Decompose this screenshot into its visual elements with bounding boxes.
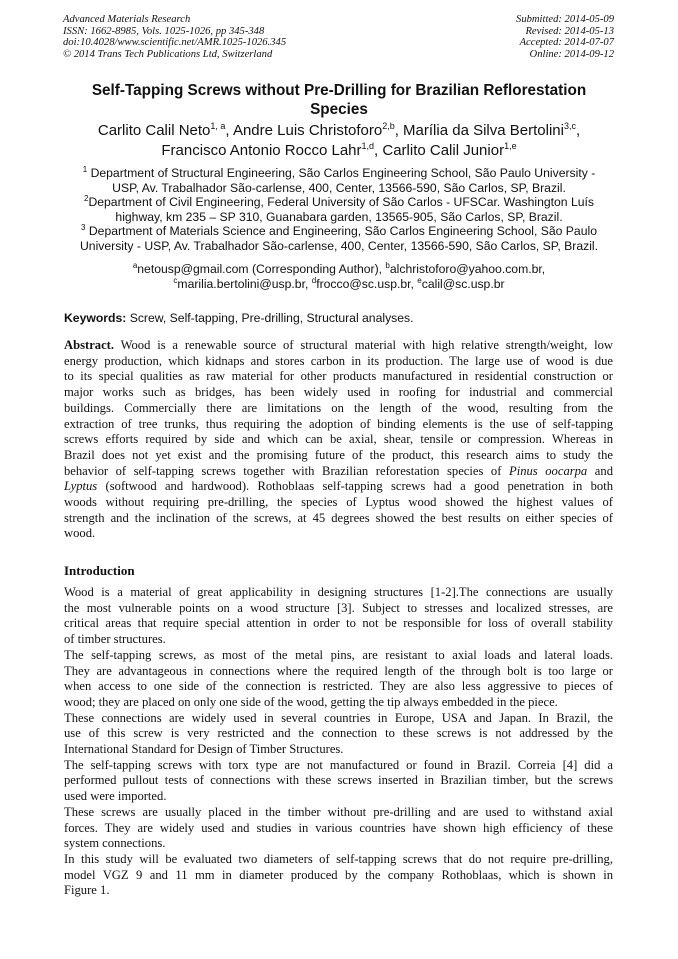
author-sep: , bbox=[575, 122, 581, 139]
affil-sup: 1 bbox=[82, 164, 88, 174]
text-line: They are advantageous in connections where the required length of the through bolt is too large or bbox=[64, 663, 613, 678]
author-sep: , bbox=[225, 122, 233, 139]
text-segment: and bbox=[587, 463, 613, 478]
text-line bbox=[64, 338, 613, 354]
paper-title bbox=[60, 81, 618, 119]
text-line: of timber structures. bbox=[64, 632, 166, 647]
author-name: Marília da Silva Bertolini bbox=[403, 122, 564, 139]
text-line: buildings. Commercially there are limitations on the length of the wood, resulting from the bbox=[64, 400, 613, 415]
text-line: critical areas that require special attention in order to not be responsible for loss of overall stability bbox=[64, 616, 613, 631]
author-list bbox=[60, 121, 618, 161]
abstract-label: Abstract. bbox=[64, 338, 115, 352]
text-line: Brazil does not yet exist and the promising future of the product, this research aims to study the bbox=[64, 447, 613, 462]
author-sup: 3,c bbox=[563, 121, 576, 131]
dates-info bbox=[516, 14, 614, 60]
affil-line: highway, km 235 – SP 310, Guanabara garden, 13565-905, São Carlos, SP, Brazil. bbox=[115, 209, 563, 224]
email-sup: b bbox=[385, 260, 390, 270]
keywords bbox=[64, 311, 414, 325]
text-line: major works such as bridges, has been widely used in roofing for industrial and commercial bbox=[64, 385, 613, 400]
text-line: screws efforts required by side and which can be axial, shear, tensile or compression. Whereas in bbox=[64, 432, 613, 447]
text-line: extraction of tree trunks, thus requiring the adoption of binding elements is the use of self-tapping bbox=[64, 416, 613, 431]
author-sup: 1,d bbox=[361, 141, 375, 151]
affil-line: Department of Materials Science and Engineering, São Carlos Engineering School, São Paulo bbox=[88, 224, 597, 239]
accepted-date: Accepted: 2014-07-07 bbox=[519, 37, 614, 49]
text-line: use of this screw is very restricted and the connection to these screws is not addressed by the bbox=[64, 726, 613, 741]
text-line: performed pullout tests of connections with these screws inserted in Brazilian timber, but the screws bbox=[64, 773, 613, 788]
text-line: These connections are widely used in several countries in Europe, USA and Japan. In Brazil, the bbox=[64, 710, 613, 725]
revised-date: Revised: 2014-05-13 bbox=[525, 25, 614, 37]
text-segment: (softwood and hardwood). Rothoblaas self-tapping screws had a good penetration in both bbox=[97, 479, 613, 494]
title-line: Species bbox=[310, 101, 368, 118]
text-line bbox=[64, 479, 613, 495]
text-line: to its special qualities as raw material for other products manufactured in residential construction or bbox=[64, 369, 613, 384]
text-line: wood; they are placed on only one side of the wood, getting the tip always embedded in the piece. bbox=[64, 694, 558, 709]
author-name: Carlito Calil Junior bbox=[382, 142, 505, 159]
issn: ISSN: 1662-8985, Vols. 1025-1026, pp 345-348 bbox=[63, 25, 265, 37]
affil-sup: 3 bbox=[81, 223, 86, 233]
copyright: © 2014 Trans Tech Publications Ltd, Switzerland bbox=[63, 48, 273, 60]
text-line: used were imported. bbox=[64, 789, 167, 804]
author-name: Carlito Calil Neto bbox=[97, 122, 211, 139]
keywords-label: Keywords: bbox=[64, 311, 127, 325]
affil-line: USP, Av. Trabalhador São-carlense, 400, Center, 13566-590, São Carlos, SP, Brazil. bbox=[112, 180, 566, 195]
text-line: Figure 1. bbox=[64, 883, 110, 898]
author-sup: 2,b bbox=[382, 121, 395, 131]
text-line: woods without requiring pre-drilling, the species of Lyptus wood showed the highest values of bbox=[64, 495, 613, 510]
email: marilia.bertolini@usp.br, bbox=[177, 276, 312, 291]
text-line: strength and the inclination of the screws, at 45 degrees showed the best results on either species of bbox=[64, 510, 613, 525]
text-line: energy production, which kidnaps and stores carbon in its production. The large use of wood is due bbox=[64, 353, 613, 368]
text-line: Wood is a material of great applicability in designing structures [1-2].The connections are usually bbox=[64, 585, 613, 599]
affiliations bbox=[60, 166, 618, 254]
text-line: These screws are usually placed in the timber without pre-drilling and are used to withstand axial bbox=[64, 804, 613, 819]
email-sup: c bbox=[173, 275, 178, 285]
text-line: when access to one side of the connection is restricted. They are also less aggressive to pieces of bbox=[64, 679, 613, 694]
email: calil@sc.usp.br bbox=[421, 276, 505, 291]
affil-line: Department of Structural Engineering, São Carlos Engineering School, São Paulo University - bbox=[90, 166, 596, 180]
author-sup: 1, a bbox=[210, 121, 226, 131]
email-sup: e bbox=[417, 275, 422, 285]
introduction-body bbox=[64, 585, 613, 899]
online-date: Online: 2014-09-12 bbox=[529, 48, 614, 60]
author-name: Francisco Antonio Rocco Lahr bbox=[161, 142, 362, 159]
doi: doi:10.4028/www.scientific.net/AMR.1025-1026.345 bbox=[63, 37, 287, 49]
author-emails bbox=[60, 262, 618, 291]
text-line: International Standard for Design of Timber Structures. bbox=[64, 742, 344, 757]
text-line: wood. bbox=[64, 526, 96, 541]
text-line: the most vulnerable points on a wood structure [3]. Subject to stresses and localized stresses, are bbox=[64, 600, 613, 615]
text-segment: behavior of self-tapping screws together with Brazilian reforestation species of bbox=[64, 463, 509, 478]
author-sep: , bbox=[394, 122, 404, 139]
author-name: Andre Luis Christoforo bbox=[232, 122, 383, 139]
author-sup: 1,e bbox=[504, 141, 517, 151]
text-line: model VGZ 9 and 11 mm in diameter produced by the company Rothoblaas, which is shown in bbox=[64, 867, 613, 882]
email: frocco@sc.usp.br, bbox=[316, 276, 418, 291]
species-name: Lyptus bbox=[64, 479, 98, 494]
affil-line: Department of Civil Engineering, Federal University of São Carlos - UFSCar. Washington Luís bbox=[88, 195, 594, 210]
email: alchristoforo@yahoo.com.br, bbox=[389, 262, 546, 276]
species-name: Pinus oocarpa bbox=[509, 463, 588, 478]
submitted-date: Submitted: 2014-05-09 bbox=[516, 14, 614, 25]
title-line: Self-Tapping Screws without Pre-Drilling for Brazilian Reflorestation bbox=[91, 82, 587, 99]
email-sup: d bbox=[311, 275, 317, 285]
text-line: In this study will be evaluated two diameters of self-tapping screws that do not require pre-drilling, bbox=[64, 851, 613, 866]
text-line bbox=[64, 464, 613, 480]
section-heading-introduction: Introduction bbox=[64, 563, 135, 578]
text-line: The self-tapping screws with torx type are not manufactured or found in Brazil. Correia [4] did a bbox=[64, 757, 613, 772]
text-line: system connections. bbox=[64, 836, 166, 851]
journal-info bbox=[63, 14, 286, 60]
keywords-text: Screw, Self-tapping, Pre-drilling, Structural analyses. bbox=[126, 311, 414, 325]
text-line: The self-tapping screws, as most of the metal pins, are resistant to axial loads and lateral loads. bbox=[64, 647, 613, 662]
journal-name: Advanced Materials Research bbox=[63, 14, 191, 25]
author-sep: , bbox=[374, 142, 383, 159]
text-line: forces. They are widely used and studies in various countries have shown high efficiency of these bbox=[64, 820, 613, 835]
affil-line: University - USP, Av. Trabalhador São-carlense, 400, Center, 13566-590, São Carlos, SP, Brazil. bbox=[79, 238, 599, 253]
abstract bbox=[64, 338, 613, 542]
affil-sup: 2 bbox=[84, 194, 89, 204]
email-sup: a bbox=[132, 260, 138, 270]
email: netousp@gmail.com (Corresponding Author), bbox=[137, 262, 386, 276]
text-segment: Wood is a renewable source of structural material with high relative strength/weight, low bbox=[114, 338, 613, 352]
